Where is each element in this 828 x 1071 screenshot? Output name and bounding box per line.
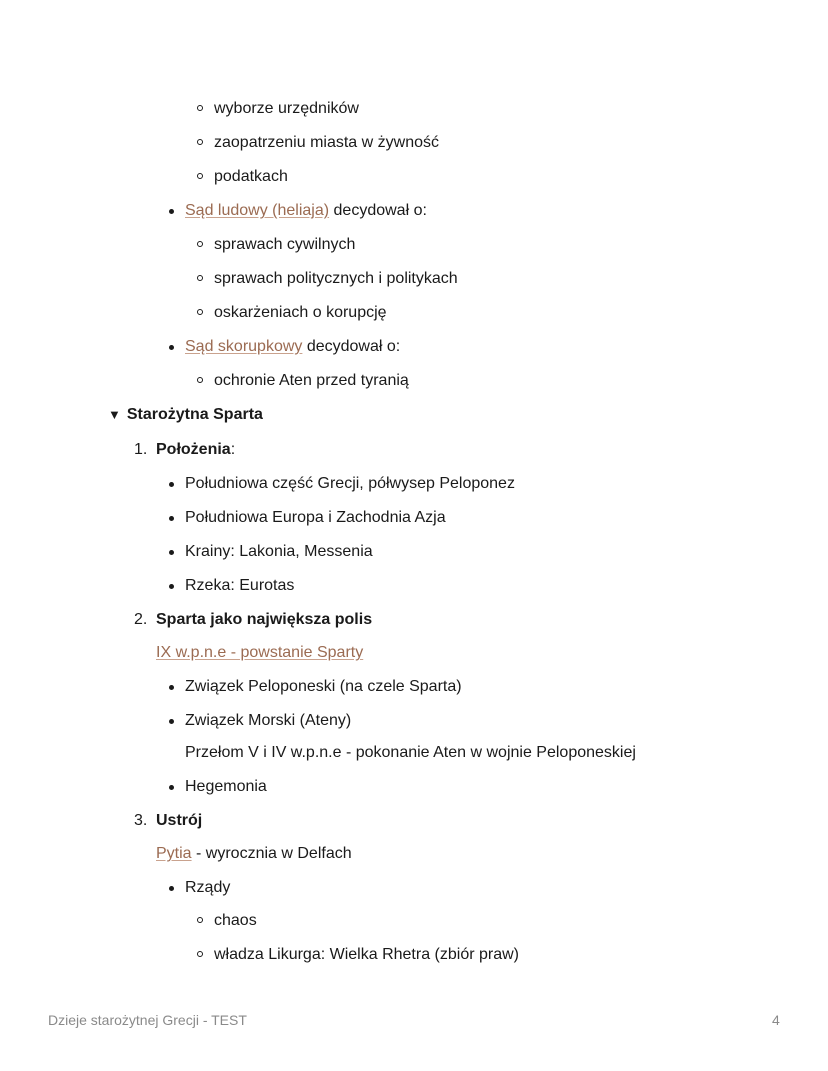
list-item-text: podatkach [214, 168, 288, 185]
list-item [185, 542, 373, 562]
list-item [185, 474, 515, 494]
item-number: 3. [134, 812, 148, 829]
page-number: 4 [772, 1012, 780, 1028]
section-title: Sparta jako największa polis [156, 611, 373, 628]
list-item-text: ochronie Aten przed tyranią [214, 372, 409, 389]
list-item [185, 878, 230, 898]
numbered-item-2 [134, 610, 373, 630]
list-item-text: Przełom V i IV w.p.n.e - pokonanie Aten w wojnie Peloponeskiej [185, 744, 636, 761]
paragraph-text: - wyrocznia w Delfach [191, 845, 352, 862]
list-item [214, 133, 439, 153]
list-item-heliaja [185, 201, 427, 221]
list-item [214, 945, 519, 965]
list-item-text: Południowa Europa i Zachodnia Azja [185, 509, 446, 526]
list-item-text: sprawach cywilnych [214, 236, 356, 253]
numbered-item-3 [134, 811, 203, 831]
section-title: Ustrój [156, 812, 203, 829]
list-item [214, 235, 355, 255]
list-item-text: zaopatrzeniu miasta w żywność [214, 134, 439, 151]
paragraph [156, 844, 352, 864]
triangle-down-icon[interactable]: ▼ [108, 407, 121, 422]
list-item-skorupkowy [185, 337, 400, 357]
list-item-text: Południowa część Grecji, półwysep Peloponez [185, 475, 515, 492]
section-title: Położenia [156, 441, 231, 458]
skorupkowy-link[interactable]: Sąd skorupkowy [185, 338, 303, 355]
heliaja-link[interactable]: Sąd ludowy (heliaja) [185, 202, 330, 219]
list-item [214, 167, 288, 187]
list-item [214, 303, 387, 323]
sparta-founding-link[interactable]: IX w.p.n.e - powstanie Sparty [156, 644, 364, 661]
pytia-link[interactable]: Pytia [156, 845, 192, 862]
numbered-item-1 [134, 440, 236, 460]
list-item-text: Związek Morski (Ateny) [185, 712, 352, 729]
list-item [214, 269, 458, 289]
item-number: 1. [134, 441, 148, 458]
list-item [214, 371, 409, 391]
toggle-sparta[interactable] [108, 405, 263, 425]
list-item [185, 711, 351, 731]
list-item-text: sprawach politycznych i politykach [214, 270, 458, 287]
toggle-title: Starożytna Sparta [126, 406, 263, 423]
list-item-text: Rzeka: Eurotas [185, 577, 295, 594]
item-number: 2. [134, 611, 148, 628]
list-item [214, 99, 359, 119]
list-item [185, 508, 446, 528]
list-item-note [185, 743, 636, 763]
list-item-text: Hegemonia [185, 778, 267, 795]
list-item [214, 911, 257, 931]
list-item [185, 576, 294, 596]
list-item-text: Rządy [185, 879, 231, 896]
list-item [185, 777, 267, 797]
paragraph [156, 643, 363, 663]
list-item-text: decydował o: [329, 202, 427, 219]
list-item-text: decydował o: [302, 338, 401, 355]
footer-title: Dzieje starożytnej Grecji - TEST [48, 1012, 247, 1028]
list-item-text: władza Likurga: Wielka Rhetra (zbiór praw) [214, 946, 519, 963]
section-title-suffix: : [230, 441, 236, 458]
list-item [185, 677, 462, 697]
list-item-text: oskarżeniach o korupcję [214, 304, 387, 321]
list-item-text: Związek Peloponeski (na czele Sparta) [185, 678, 462, 695]
list-item-text: wyborze urzędników [214, 100, 359, 117]
list-item-text: Krainy: Lakonia, Messenia [185, 543, 373, 560]
list-item-text: chaos [214, 912, 257, 929]
